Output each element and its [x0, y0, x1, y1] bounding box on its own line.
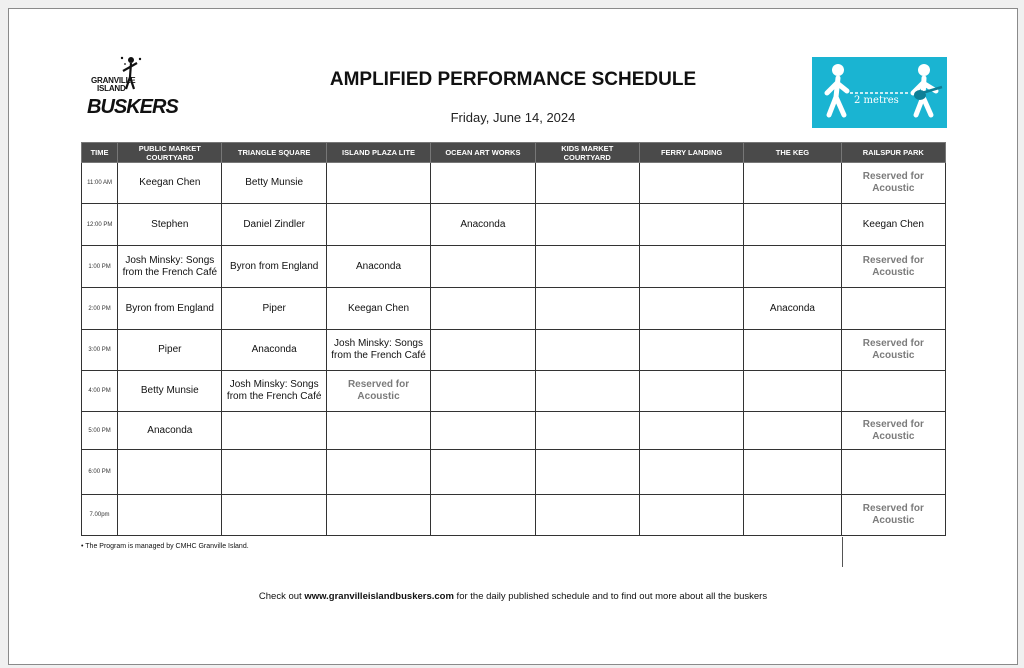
- table-row: [82, 288, 946, 330]
- table-row: [82, 163, 946, 204]
- performance-cell: [744, 204, 841, 246]
- column-header: KIDS MARKET COURTYARD: [535, 143, 639, 163]
- performance-cell: Betty Munsie: [118, 371, 222, 412]
- performance-cell: [431, 288, 535, 330]
- time-cell: 6:00 PM: [82, 450, 118, 495]
- performance-cell: Josh Minsky: Songs from the French Café: [222, 371, 326, 412]
- table-header-row: [82, 143, 946, 163]
- performance-cell: Anaconda: [744, 288, 841, 330]
- performance-cell: Byron from England: [118, 288, 222, 330]
- performance-cell: [535, 412, 639, 450]
- column-header: RAILSPUR PARK: [841, 143, 945, 163]
- distancing-badge: [812, 57, 947, 128]
- column-header: OCEAN ART WORKS: [431, 143, 535, 163]
- performance-cell: [535, 495, 639, 536]
- performance-cell: Josh Minsky: Songs from the French Café: [326, 330, 430, 371]
- divider-line: [842, 537, 843, 567]
- performance-cell: [431, 371, 535, 412]
- logo-line-1: GRANVILLE: [91, 76, 136, 85]
- time-cell: 12:00 PM: [82, 204, 118, 246]
- performance-cell: Piper: [118, 330, 222, 371]
- performance-cell: [841, 371, 945, 412]
- performance-cell: Josh Minsky: Songs from the French Café: [118, 246, 222, 288]
- time-cell: 11:00 AM: [82, 163, 118, 204]
- performance-cell: [326, 450, 430, 495]
- time-cell: 7.00pm: [82, 495, 118, 536]
- performance-cell: Daniel Zindler: [222, 204, 326, 246]
- performance-cell: [639, 495, 743, 536]
- performance-cell: [639, 371, 743, 412]
- performance-cell: [118, 450, 222, 495]
- column-header: THE KEG: [744, 143, 841, 163]
- distance-label: 2 metres: [854, 95, 899, 106]
- table-row: [82, 450, 946, 495]
- footer-text: [9, 591, 1017, 602]
- table-row: [82, 246, 946, 288]
- performance-cell: [431, 163, 535, 204]
- performance-cell: [744, 412, 841, 450]
- logo-line-2: ISLAND: [97, 84, 126, 93]
- performance-cell: Reserved for Acoustic: [841, 246, 945, 288]
- performance-cell: [431, 330, 535, 371]
- page-title: AMPLIFIED PERFORMANCE SCHEDULE: [329, 69, 697, 90]
- performance-cell: Piper: [222, 288, 326, 330]
- performance-cell: [744, 163, 841, 204]
- performance-cell: [639, 450, 743, 495]
- performance-cell: Anaconda: [326, 246, 430, 288]
- performance-cell: Stephen: [118, 204, 222, 246]
- performance-cell: [535, 330, 639, 371]
- footer-suffix: for the daily published schedule and to find out more about all the buskers: [453, 591, 768, 602]
- performance-cell: [431, 450, 535, 495]
- performance-cell: [222, 450, 326, 495]
- performance-cell: [431, 412, 535, 450]
- performance-cell: Anaconda: [431, 204, 535, 246]
- performance-cell: Keegan Chen: [841, 204, 945, 246]
- social-distancing-icon: [812, 57, 947, 128]
- performance-cell: [535, 204, 639, 246]
- performance-cell: [639, 163, 743, 204]
- performance-cell: Anaconda: [118, 412, 222, 450]
- table-row: [82, 495, 946, 536]
- performance-cell: [841, 450, 945, 495]
- footnote: • The Program is managed by CMHC Granville Island.: [81, 543, 249, 550]
- schedule-table: [81, 142, 946, 536]
- column-header: FERRY LANDING: [639, 143, 743, 163]
- performance-cell: [431, 495, 535, 536]
- performance-cell: [841, 288, 945, 330]
- column-header: PUBLIC MARKET COURTYARD: [118, 143, 222, 163]
- performance-cell: Reserved for Acoustic: [841, 495, 945, 536]
- column-header: TRIANGLE SQUARE: [222, 143, 326, 163]
- performance-cell: [535, 163, 639, 204]
- performance-cell: [535, 371, 639, 412]
- performance-cell: [744, 450, 841, 495]
- performance-cell: [326, 495, 430, 536]
- performance-cell: [222, 495, 326, 536]
- performance-cell: [118, 495, 222, 536]
- performance-cell: Betty Munsie: [222, 163, 326, 204]
- performance-cell: Anaconda: [222, 330, 326, 371]
- performance-cell: [431, 246, 535, 288]
- performance-cell: Keegan Chen: [326, 288, 430, 330]
- time-cell: 4:00 PM: [82, 371, 118, 412]
- performance-cell: [535, 246, 639, 288]
- logo-line-3: BUSKERS: [87, 96, 178, 118]
- time-cell: 2:00 PM: [82, 288, 118, 330]
- time-cell: 5:00 PM: [82, 412, 118, 450]
- table-row: [82, 412, 946, 450]
- performance-cell: [639, 330, 743, 371]
- column-header: ISLAND PLAZA LITE: [326, 143, 430, 163]
- performance-cell: [326, 412, 430, 450]
- time-cell: 3:00 PM: [82, 330, 118, 371]
- performance-cell: [639, 412, 743, 450]
- performance-cell: [744, 495, 841, 536]
- performance-cell: Reserved for Acoustic: [841, 330, 945, 371]
- performance-cell: [326, 163, 430, 204]
- schedule-date: Friday, June 14, 2024: [450, 110, 576, 125]
- schedule-page: [8, 8, 1018, 665]
- performance-cell: [744, 371, 841, 412]
- footer-prefix: Check out: [258, 591, 305, 602]
- performance-cell: [639, 204, 743, 246]
- performance-cell: Reserved for Acoustic: [326, 371, 430, 412]
- performance-cell: [744, 330, 841, 371]
- website-link[interactable]: www.granvilleislandbuskers.com: [304, 591, 454, 602]
- performance-cell: [535, 288, 639, 330]
- table-row: [82, 371, 946, 412]
- performance-cell: Byron from England: [222, 246, 326, 288]
- performance-cell: [326, 204, 430, 246]
- performance-cell: [535, 450, 639, 495]
- performance-cell: [222, 412, 326, 450]
- performance-cell: Keegan Chen: [118, 163, 222, 204]
- table-row: [82, 330, 946, 371]
- performance-cell: [639, 246, 743, 288]
- column-header: TIME: [82, 143, 118, 163]
- performance-cell: Reserved for Acoustic: [841, 412, 945, 450]
- schedule-body: [82, 163, 946, 536]
- performance-cell: [639, 288, 743, 330]
- performance-cell: [744, 246, 841, 288]
- performance-cell: Reserved for Acoustic: [841, 163, 945, 204]
- time-cell: 1:00 PM: [82, 246, 118, 288]
- table-row: [82, 204, 946, 246]
